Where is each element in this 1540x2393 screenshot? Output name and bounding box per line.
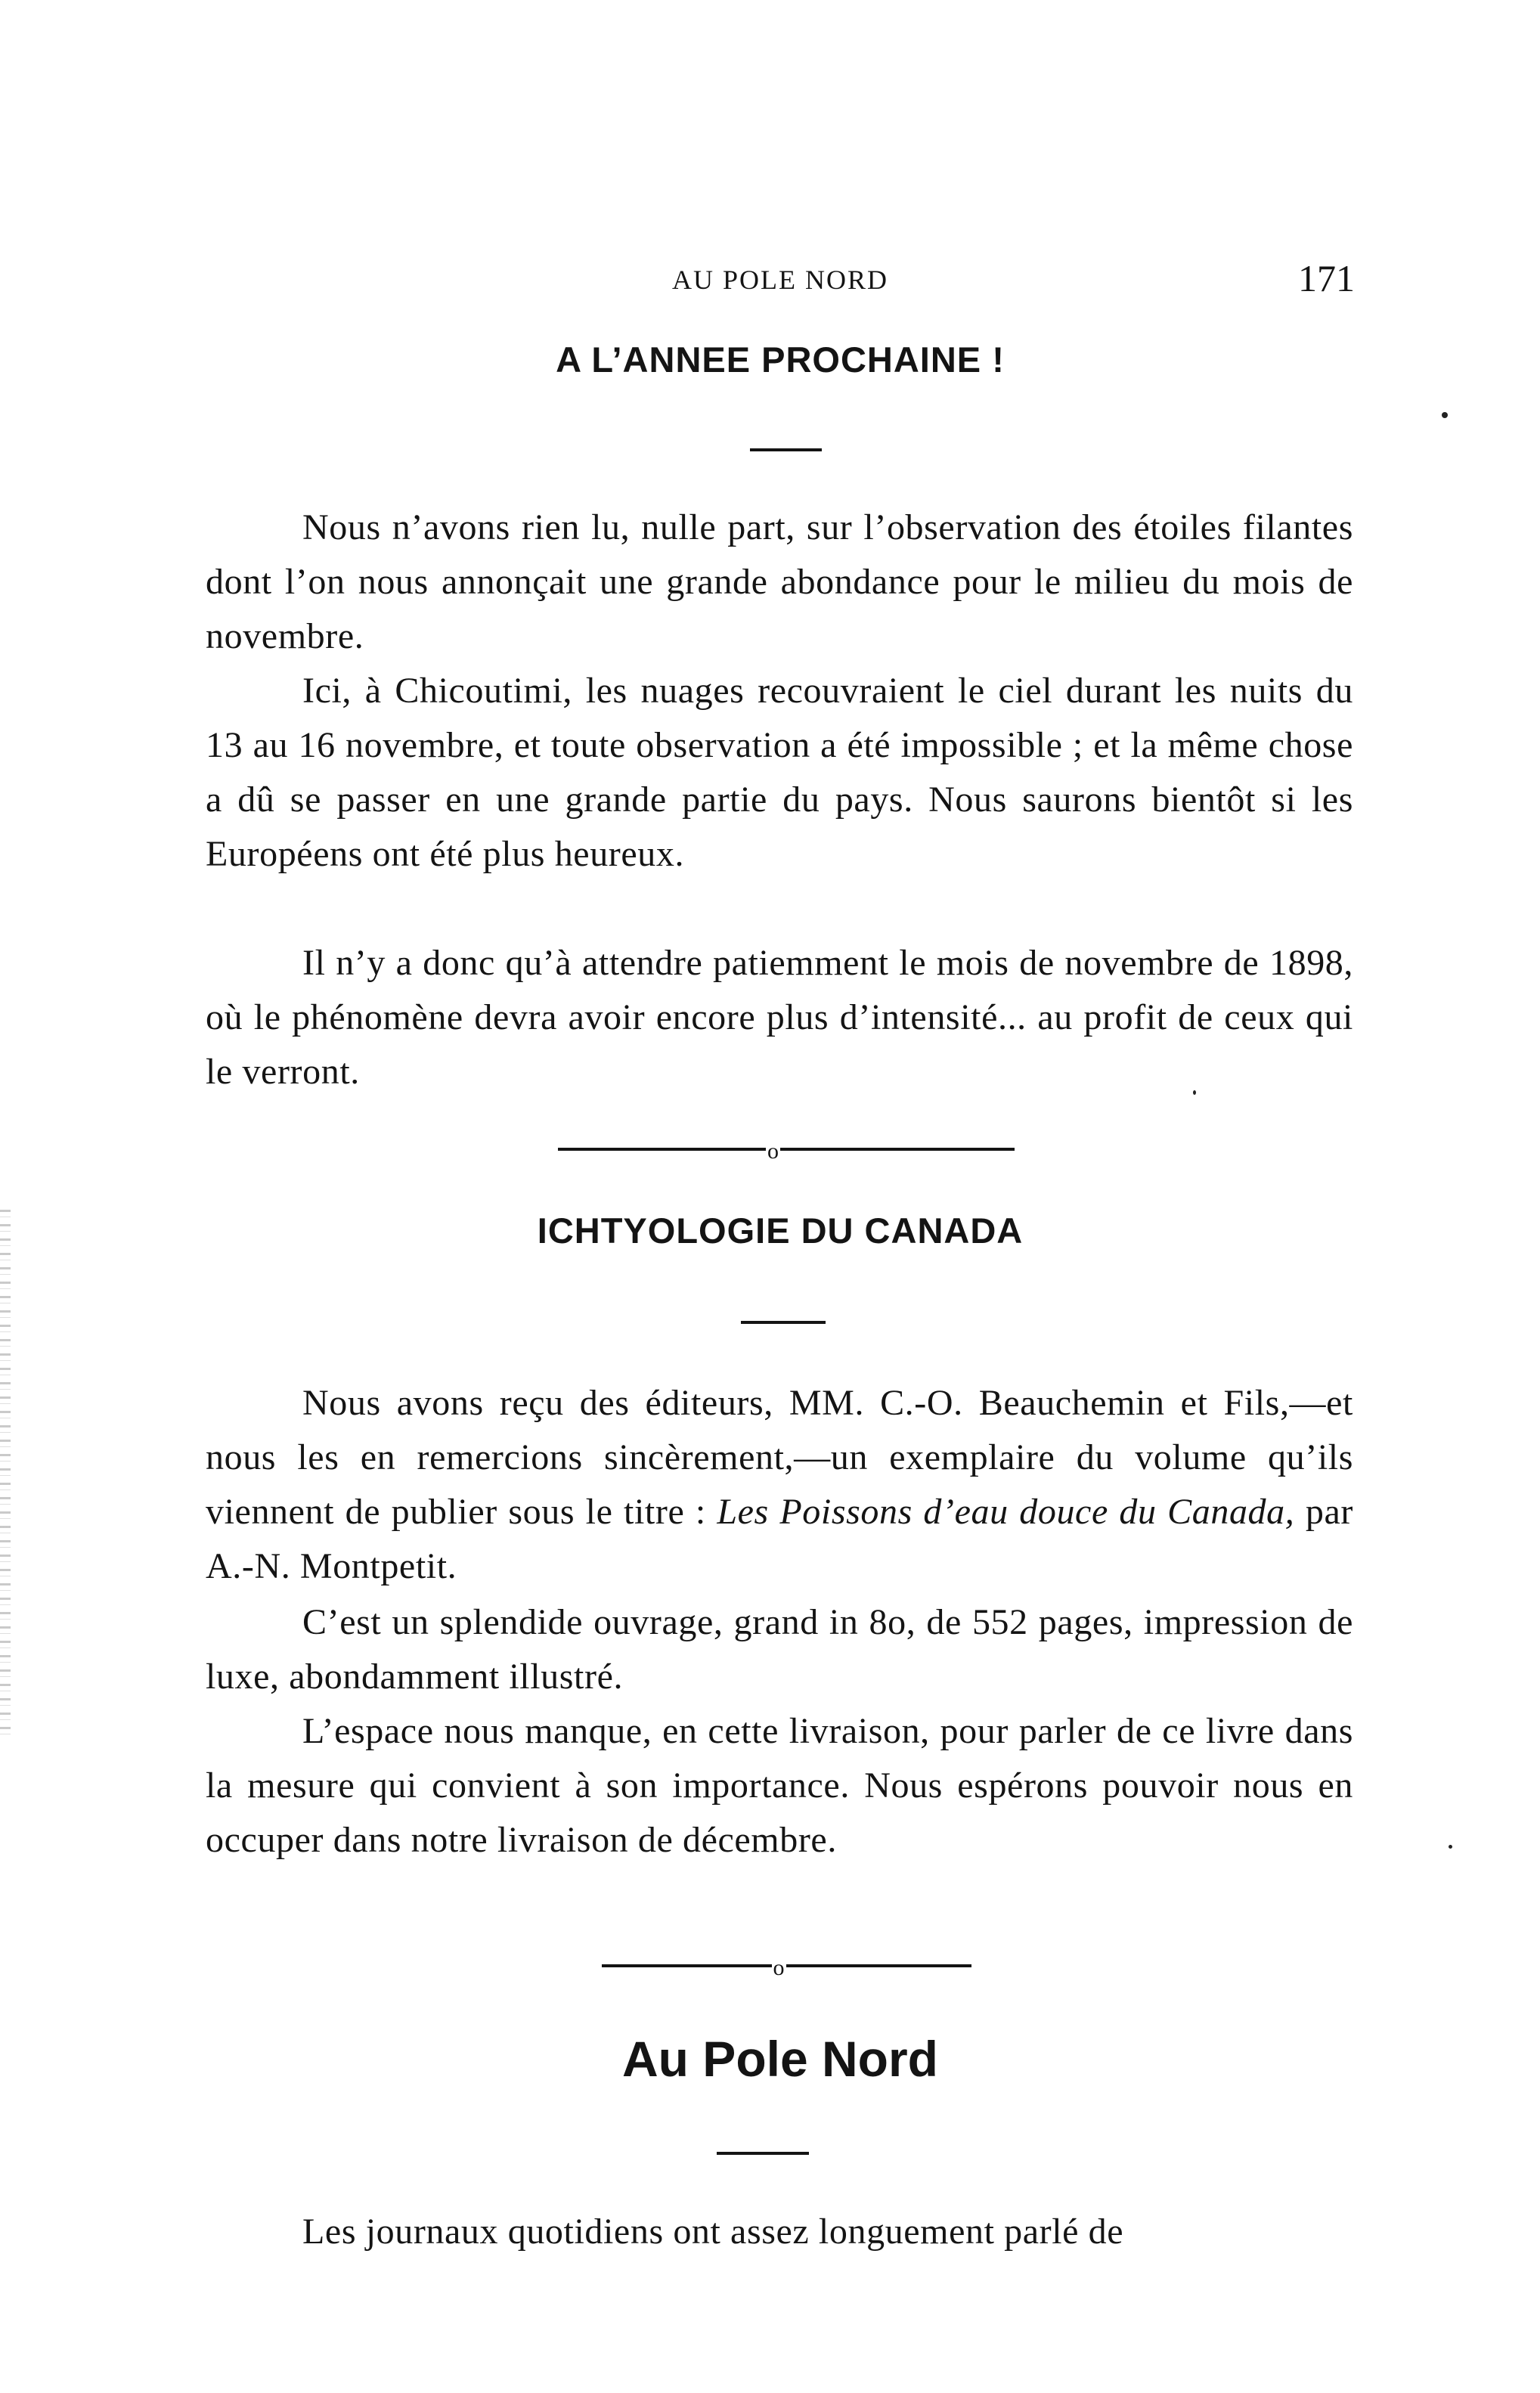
paragraph: Il n’y a donc qu’à attendre patiemment le mois de novembre de 1898, où le phénomène devra avoir encore plus d’intensité... au profit de ceux qui le verront. [206,943,1353,1092]
scan-speck [1449,1845,1452,1849]
separator-glyph: o [773,1955,785,1980]
section-heading-au-pole-nord: Au Pole Nord [621,2031,938,2087]
paragraph-text: par A.-N. Montpetit. [206,1492,1353,1586]
paragraph: Nous n’avons rien lu, nulle part, sur l’observation des étoiles filantes dont l’on nous annonçait une grande abondance pour le milieu du mois de novembre. [206,507,1353,656]
page-number: 171 [1298,257,1355,299]
paragraph [206,1376,1353,1594]
paragraph: L’espace nous manque, en cette livraison, pour parler de ce livre dans la mesure qui convient à son importance. Nous espérons pouvoir nous en occuper dans notre livraison de décembre. [206,1711,1353,1860]
book-title: Les Poissons d’eau douce du Canada, [717,1492,1295,1532]
short-rule [717,2152,809,2155]
ornamental-separator [552,1134,1021,1164]
scan-speck [1442,412,1448,418]
paragraph: Les journaux quotidiens ont assez longuement parlé de [302,2212,1124,2252]
section-heading-ichtyologie: ICHTYOLOGIE DU CANADA [537,1210,1024,1251]
separator-glyph: o [767,1139,779,1164]
running-title: AU POLE NORD [671,265,888,295]
ornamental-separator [593,1951,979,1981]
running-header [206,257,1355,299]
short-rule [741,1321,826,1324]
short-rule [750,448,822,451]
paragraph-text: Nous avons reçu des éditeurs, MM. C.-O. Beauchemin et Fils,—et nous les en remercions sincèrement,—un exemplaire du volume qu’ils viennent de publier sous le titre : [206,1383,1353,1532]
paragraph: Ici, à Chicoutimi, les nuages recouvraient le ciel durant les nuits du 13 au 16 novembre, et toute observation a été impossible ; et la même chose a dû se passer en une grande partie du pays. Nous saurons bientôt si les Européens ont été plus heureux. [206,671,1353,874]
scan-edge-noise [0,1210,11,1739]
section-heading-annee-prochaine: A L’ANNEE PROCHAINE ! [556,339,1005,380]
paragraph: C’est un splendide ouvrage, grand in 8o, de 552 pages, impression de luxe, abondamment illustré. [206,1602,1353,1697]
